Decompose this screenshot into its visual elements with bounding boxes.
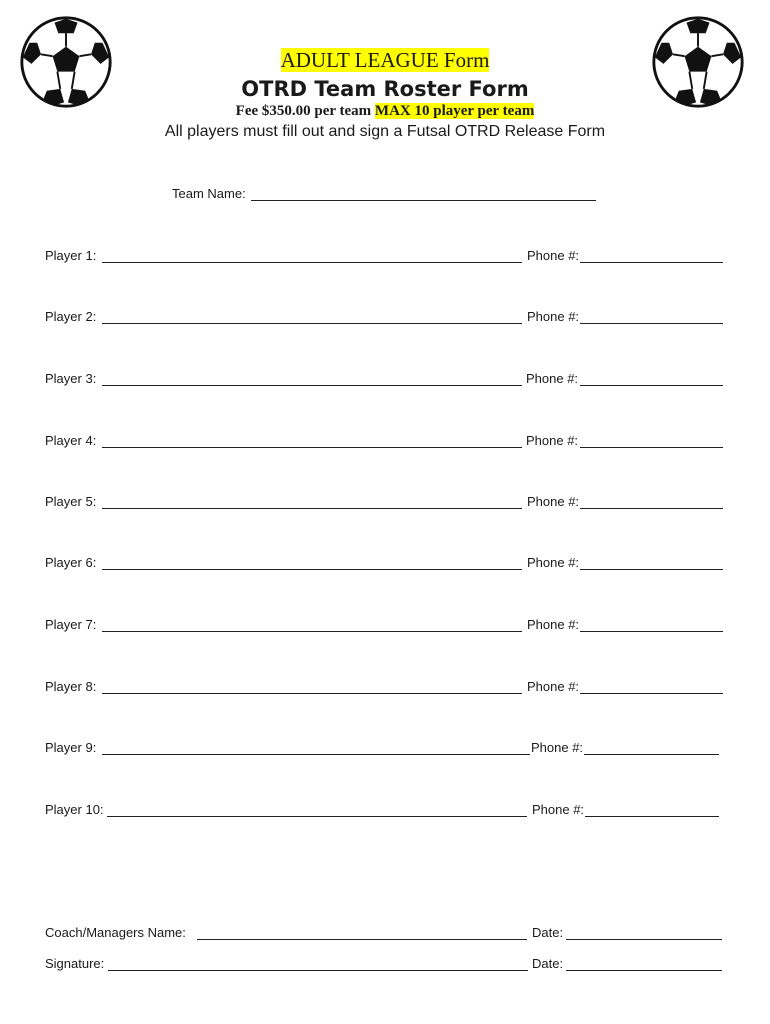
release-note: All players must fill out and sign a Futsal OTRD Release Form <box>164 123 606 140</box>
page-title: OTRD Team Roster Form <box>241 77 529 101</box>
player-row <box>0 738 770 760</box>
phone-field[interactable] <box>580 508 723 509</box>
phone-label: Phone #: <box>527 494 580 509</box>
signature-row <box>0 954 770 976</box>
max-players-text: MAX 10 player per team <box>374 103 535 119</box>
phone-label: Phone #: <box>527 617 580 632</box>
phone-field[interactable] <box>585 816 719 817</box>
player-name-field[interactable] <box>102 508 522 509</box>
player-row <box>0 307 770 329</box>
phone-field[interactable] <box>580 262 723 263</box>
player-name-field[interactable] <box>102 569 522 570</box>
player-name-field[interactable] <box>102 385 522 386</box>
player-row <box>0 553 770 575</box>
player-name-field[interactable] <box>102 693 522 694</box>
player-row <box>0 492 770 514</box>
team-name-field[interactable] <box>251 200 596 201</box>
signature-field[interactable] <box>108 970 528 971</box>
player-row <box>0 369 770 391</box>
phone-label: Phone #: <box>531 740 584 755</box>
phone-label: Phone #: <box>527 309 580 324</box>
signature-label: Signature: <box>45 956 105 971</box>
phone-field[interactable] <box>580 569 723 570</box>
player-row <box>0 246 770 268</box>
team-name-row <box>0 184 770 206</box>
coach-date-field[interactable] <box>566 939 722 940</box>
phone-field[interactable] <box>580 385 723 386</box>
player-label: Player 5: <box>45 494 97 509</box>
player-label: Player 9: <box>45 740 97 755</box>
player-row <box>0 431 770 453</box>
player-row <box>0 677 770 699</box>
date-label: Date: <box>532 925 564 940</box>
player-label: Player 4: <box>45 433 97 448</box>
phone-label: Phone #: <box>527 679 580 694</box>
player-row <box>0 800 770 822</box>
league-heading-text: ADULT LEAGUE Form <box>280 48 490 72</box>
player-name-field[interactable] <box>102 447 522 448</box>
fee-line <box>0 101 770 121</box>
phone-field[interactable] <box>580 631 723 632</box>
player-label: Player 10: <box>45 802 104 817</box>
player-name-field[interactable] <box>107 816 527 817</box>
player-label: Player 3: <box>45 371 97 386</box>
phone-field[interactable] <box>580 323 723 324</box>
phone-label: Phone #: <box>526 433 579 448</box>
phone-label: Phone #: <box>527 555 580 570</box>
phone-field[interactable] <box>580 693 723 694</box>
team-name-label: Team Name: <box>172 186 246 201</box>
phone-field[interactable] <box>584 754 719 755</box>
coach-label: Coach/Managers Name: <box>45 925 186 940</box>
phone-label: Phone #: <box>532 802 585 817</box>
player-name-field[interactable] <box>102 323 522 324</box>
coach-name-field[interactable] <box>197 939 527 940</box>
coach-row <box>0 923 770 945</box>
signature-date-field[interactable] <box>566 970 722 971</box>
player-name-field[interactable] <box>102 262 522 263</box>
player-label: Player 7: <box>45 617 97 632</box>
phone-label: Phone #: <box>527 248 580 263</box>
player-label: Player 8: <box>45 679 97 694</box>
phone-label: Phone #: <box>526 371 579 386</box>
player-name-field[interactable] <box>102 754 530 755</box>
league-heading <box>0 46 770 74</box>
player-label: Player 6: <box>45 555 97 570</box>
player-label: Player 1: <box>45 248 97 263</box>
player-label: Player 2: <box>45 309 97 324</box>
player-name-field[interactable] <box>102 631 522 632</box>
date-label: Date: <box>532 956 564 971</box>
fee-text: Fee $350.00 per team <box>235 103 372 119</box>
player-row <box>0 615 770 637</box>
phone-field[interactable] <box>580 447 723 448</box>
